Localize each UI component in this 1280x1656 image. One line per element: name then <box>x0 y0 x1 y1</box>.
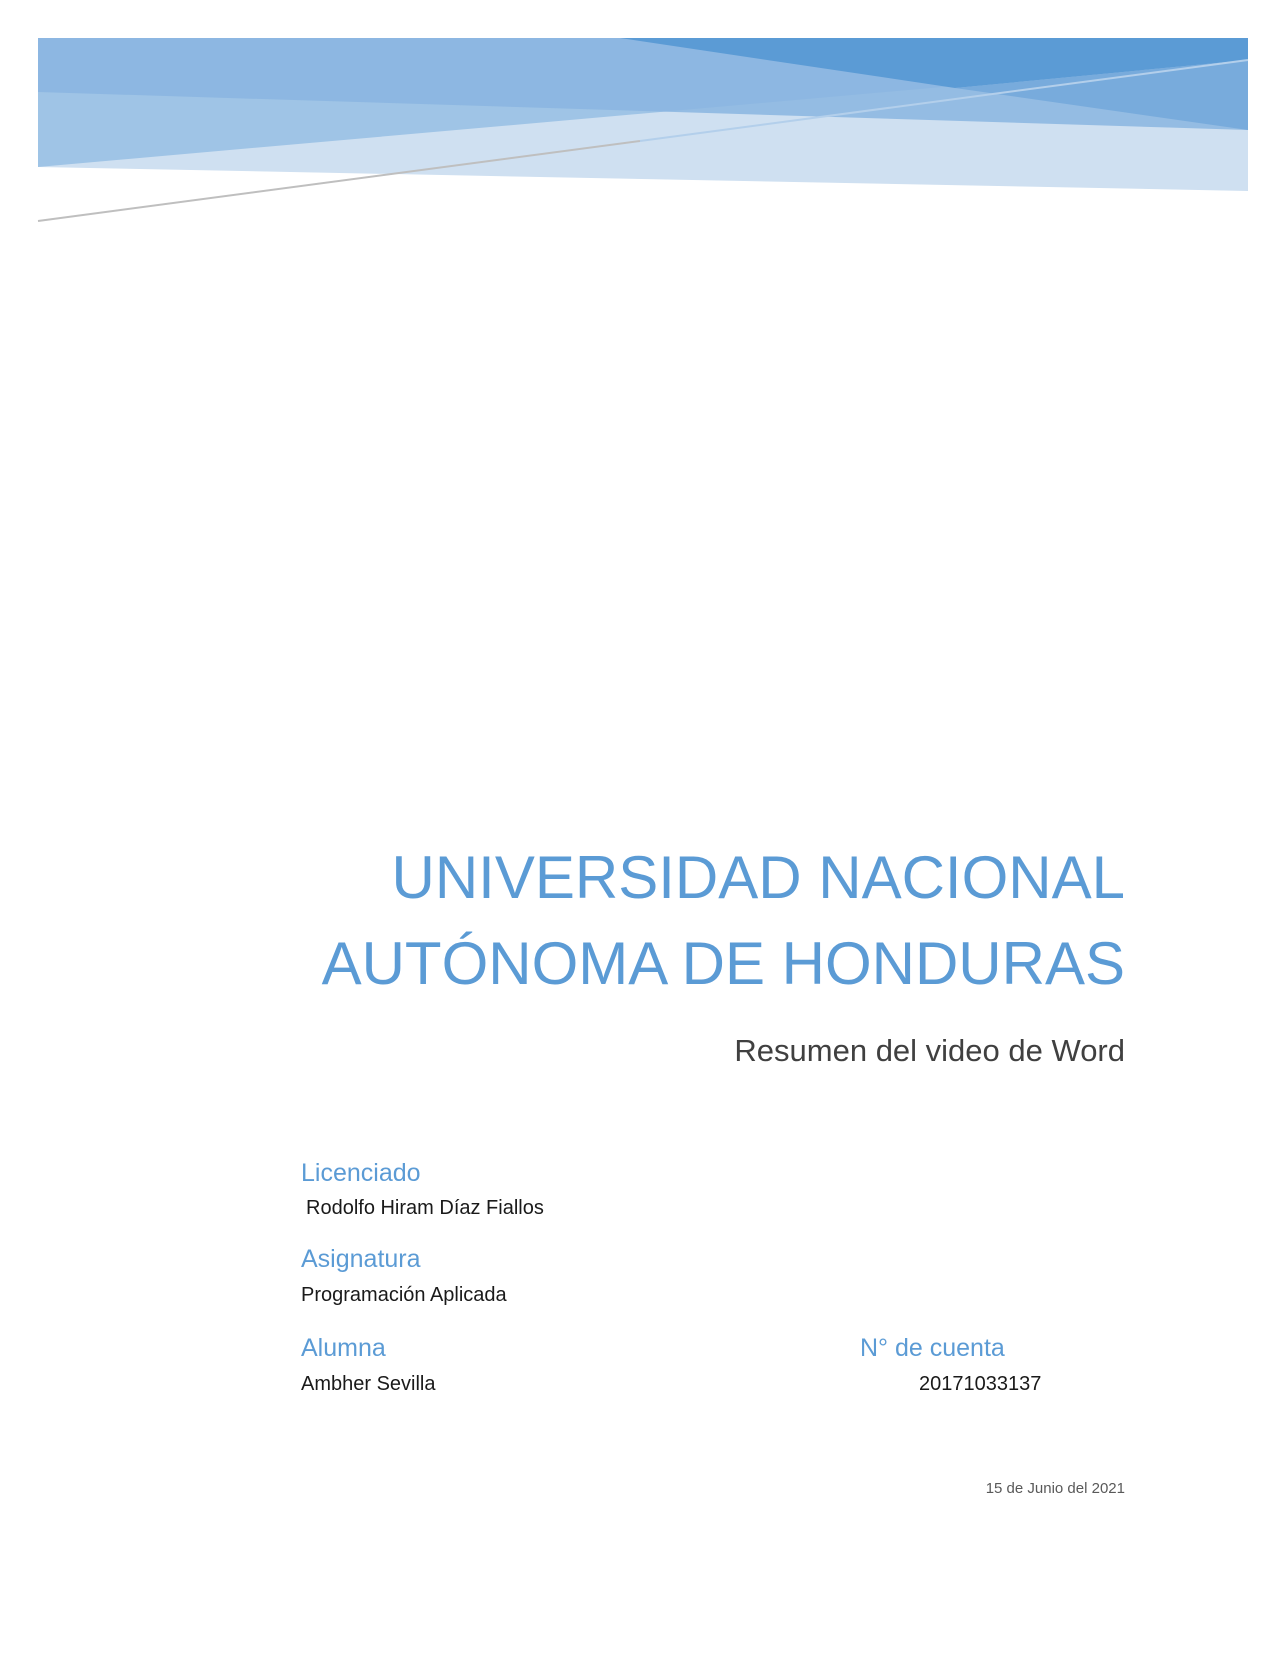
licenciado-value: Rodolfo Hiram Díaz Fiallos <box>306 1197 544 1219</box>
title-line-1: UNIVERSIDAD NACIONAL <box>391 844 1125 911</box>
licenciado-label: Licenciado <box>301 1159 421 1187</box>
cuenta-value: 20171033137 <box>919 1373 1042 1395</box>
date: 15 de Junio del 2021 <box>985 1480 1125 1497</box>
subtitle: Resumen del video de Word <box>734 1033 1125 1068</box>
cuenta-label: N° de cuenta <box>860 1334 1005 1362</box>
asignatura-label: Asignatura <box>301 1245 421 1273</box>
header-banner-graphic <box>0 0 1280 240</box>
alumna-value: Ambher Sevilla <box>301 1373 436 1395</box>
alumna-label: Alumna <box>301 1334 386 1362</box>
asignatura-value: Programación Aplicada <box>301 1284 507 1306</box>
title-line-2: AUTÓNOMA DE HONDURAS <box>321 930 1125 997</box>
